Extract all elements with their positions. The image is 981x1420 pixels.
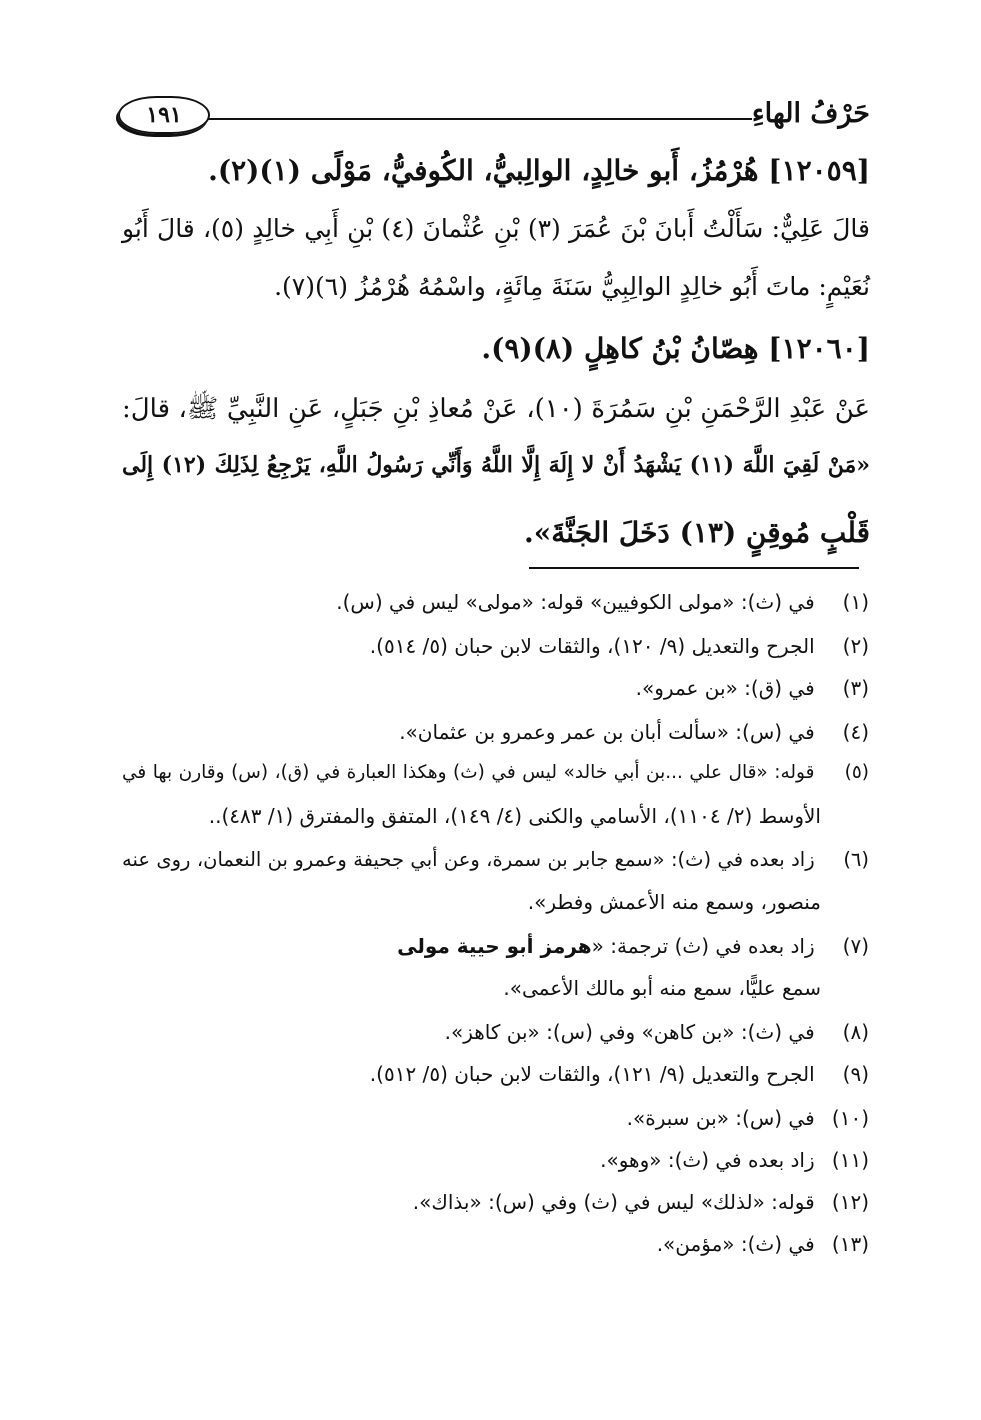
footnote-text: في (ث): «بن كاهن» وفي (س): «بن كاهز». xyxy=(444,1020,815,1044)
footnote xyxy=(122,1062,869,1086)
footnote xyxy=(122,1106,869,1130)
footnote xyxy=(122,676,869,700)
footnote-text: قوله: «قال علي ...بن أبي خالد» ليس في (ث) وهكذا العبارة في (ق)، (س) وقارن بها في xyxy=(122,762,815,783)
footnote-bold-text: هرمز أبو حيية مولى xyxy=(397,934,592,958)
footnote xyxy=(122,1190,869,1214)
chapter-title: حَرْفُ الهاءِ xyxy=(751,98,870,129)
footnote-number: (١) xyxy=(842,590,869,614)
footnote xyxy=(122,720,869,744)
footnote-text: في (س): «بن سبرة». xyxy=(626,1106,815,1130)
footnote-number: (١١) xyxy=(831,1148,869,1172)
footnote-text: في (ث): «مؤمن». xyxy=(656,1232,815,1256)
footnote xyxy=(122,1020,869,1044)
footnote-number: (٣) xyxy=(842,676,869,700)
footnote-divider xyxy=(529,567,859,569)
footnote-continuation: منصور، وسمع منه الأعمش وفطر». xyxy=(527,890,821,914)
footnote xyxy=(122,848,869,871)
running-header xyxy=(118,92,870,142)
footnote-text: زاد بعده في (ث): «سمع جابر بن سمرة، وعن أبي جحيفة وعمرو بن النعمان، روى عنه xyxy=(122,848,815,871)
footnote-number: (٨) xyxy=(842,1020,869,1044)
hadith-text-line: «مَنْ لَقِيَ اللَّهَ (١١) يَشْهَدُ أَنْ لا إِلَهَ إِلَّا اللَّهُ وَأَنِّي رَسُولُ اللَّهِ، يَرْجِعُ لِذَلِكَ (١٢) إِلَى xyxy=(122,452,870,478)
page-number: ١٩١ xyxy=(118,96,210,134)
entry-heading: [١٢٠٦٠] هِصّانُ بْنُ كاهِلٍ (٨)(٩). xyxy=(481,332,870,365)
entry-text-line: عَنْ عَبْدِ الرَّحْمَنِ بْنِ سَمُرَةَ (١٠)، عَنْ مُعاذِ بْنِ جَبَلٍ، عَنِ النَّبِيِّ ﷺ، قالَ: xyxy=(122,394,870,424)
footnote xyxy=(122,590,869,614)
footnote-number: (٧) xyxy=(842,934,869,958)
footnote-text: قوله: «لذلك» ليس في (ث) وفي (س): «بذاك». xyxy=(412,1190,815,1214)
entry-text-line: نُعَيْمٍ: ماتَ أَبُو خالِدٍ الوالِبِيُّ سَنَةَ مِائَةٍ، واسْمُهُ هُرْمُزُ (٦)(٧). xyxy=(274,272,870,301)
footnote-number: (٩) xyxy=(842,1062,869,1086)
footnote xyxy=(122,1148,869,1172)
entry-heading: [١٢٠٥٩] هُرْمُزُ، أَبو خالِدٍ، الوالِبيُّ، الكُوفيُّ، مَوْلًى (١)(٢). xyxy=(208,154,870,187)
footnote-number: (٢) xyxy=(842,634,869,658)
footnote-text: الجرح والتعديل (٩/ ١٢١)، والثقات لابن حبان (٥/ ٥١٢). xyxy=(369,1062,815,1086)
footnote-text: في (س): «سألت أبان بن عمر وعمرو بن عثمان». xyxy=(399,720,815,744)
footnote xyxy=(122,1232,869,1256)
entry-text-line: قالَ عَلِيٌّ: سَأَلْتُ أَبانَ بْنَ عُمَرَ (٣) بْنِ عُثْمانَ (٤) بْنِ أَبِي خالِدٍ (٥)، قالَ أَبُو xyxy=(122,214,870,243)
footnote-text: الجرح والتعديل (٩/ ١٢٠)، والثقات لابن حبان (٥/ ٥١٤). xyxy=(369,634,815,658)
footnote-text: في (ث): «مولى الكوفيين» قوله: «مولى» ليس في (س). xyxy=(336,590,815,614)
footnote-number: (١٢) xyxy=(831,1190,869,1214)
footnote-number: (٥) xyxy=(844,762,869,783)
footnote xyxy=(122,634,869,658)
footnote-continuation: سمع عليًّا، سمع منه أبو مالك الأعمى». xyxy=(503,976,821,1000)
footnote-number: (٤) xyxy=(842,720,869,744)
footnote xyxy=(122,934,869,958)
footnote-number: (١٣) xyxy=(831,1232,869,1256)
footnote-continuation: الأوسط (٢/ ١١٠٤)، الأسامي والكنى (٤/ ١٤٩)، المتفق والمفترق (١/ ٤٨٣).. xyxy=(208,804,821,828)
footnote xyxy=(122,762,869,783)
footnote-text: زاد بعده في (ث) ترجمة: « xyxy=(591,934,815,958)
footnote-text: في (ق): «بن عمرو». xyxy=(635,676,815,700)
footnote-number: (٦) xyxy=(843,848,870,871)
hadith-text-line: قَلْبٍ مُوقِنٍ (١٣) دَخَلَ الجَنَّةَ». xyxy=(524,516,870,549)
header-rule xyxy=(208,118,752,120)
footnote-number: (١٠) xyxy=(831,1106,869,1130)
footnote-text: زاد بعده في (ث): «وهو». xyxy=(600,1148,815,1172)
